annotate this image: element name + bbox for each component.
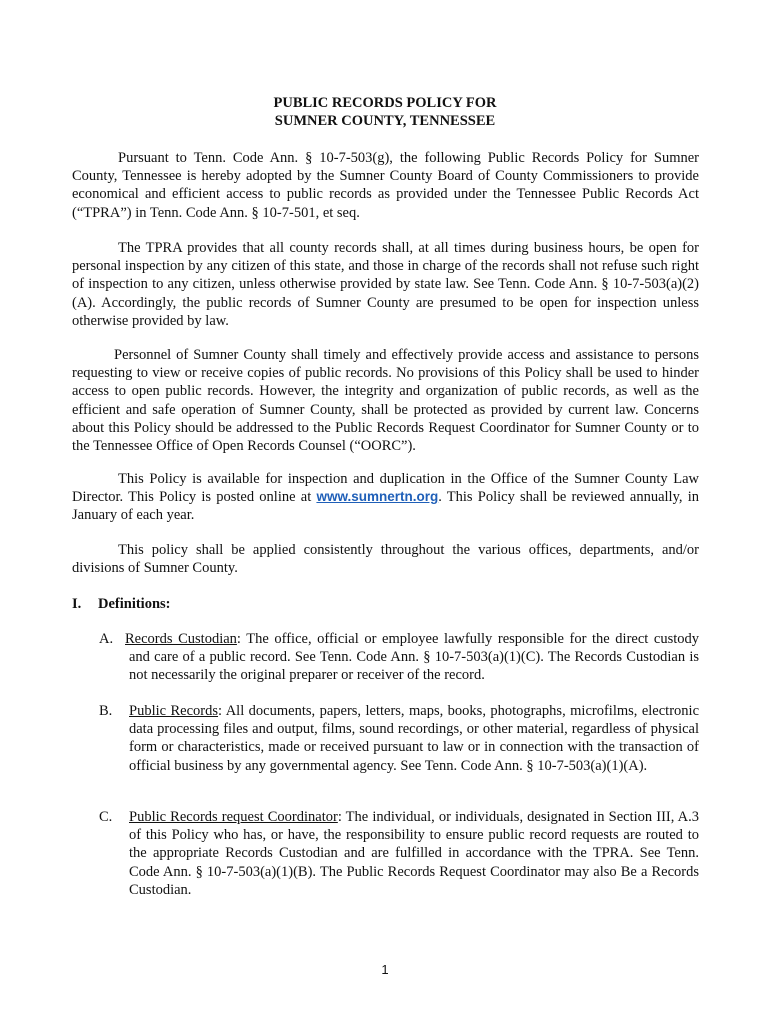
definition-text: : The office, official or employee lawfully responsible for the direct custody and care of a public record. See Tenn. Code Ann. § 10-7-503(a)(1)(C). The Records Custodian is not necessarily the original preparer or receiver of the record. — [129, 631, 699, 684]
definition-term: Public Records request Coordinator — [129, 809, 338, 825]
definition-text: : The individual, or individuals, designated in Section III, A.3 of this Policy who has, or have, the responsibility to ensure public record requests are routed to the appropriate Records Custodian and are fulfilled in accordance with the TPRA. See Tenn. Code Ann. § 10-7-503(a)(1)(B). The Public Records Request Coordinator may also Be a Records Custodian. — [129, 809, 699, 898]
title-line-1: PUBLIC RECORDS POLICY FOR — [273, 95, 497, 111]
definition-item-b — [99, 702, 699, 775]
definition-text: : All documents, papers, letters, maps, books, photographs, microfilms, electronic data processing files and output, films, sound recordings, or other material, regardless of physical form or characteristics, made or received pursuant to law or in connection with the transaction of official business by any governmental agency. See Tenn. Code Ann. § 10-7-503(a)(1)(A). — [129, 703, 700, 774]
section-heading — [72, 595, 171, 613]
title-line-2: SUMNER COUNTY, TENNESSEE — [274, 113, 496, 129]
definition-letter: C. — [99, 809, 113, 825]
paragraph-2: The TPRA provides that all county records shall, at all times during business hours, be open for personal inspection by any citizen of this state, and those in charge of the records shall not refuse such right of inspection to any citizen, unless otherwise provided by state law. See Tenn. Code Ann. § 10-7-503(a)(2)(A). Accordingly, the public records of Sumner County are presumed to be open for inspection unless otherwise provided by law. — [72, 240, 699, 329]
section-title: Definitions: — [98, 596, 171, 612]
paragraph-4-text-start: This Policy is available for inspection and duplication in the Office of the Sumner County Law Director. This Policy is posted online at — [72, 471, 699, 506]
paragraph-5: This policy shall be applied consistently throughout the various offices, departments, and/or divisions of Sumner County. — [72, 542, 699, 577]
paragraph-4 — [72, 470, 699, 525]
definition-letter: A. — [99, 631, 114, 647]
definition-body — [129, 808, 699, 899]
definition-term: Public Records — [129, 703, 219, 719]
definition-body — [125, 630, 699, 685]
website-link[interactable]: www.sumnertn.org — [316, 489, 439, 505]
section-number: I. — [72, 596, 82, 612]
paragraph-3: Personnel of Sumner County shall timely and effectively provide access and assistance to persons requesting to view or receive copies of public records. No provisions of this Policy shall be used to hinder access to open public records. However, the integrity and organization of public records, as well as the efficient and safe operation of Sumner County, shall be protected as provided by current law. Concerns about this Policy should be addressed to the Public Records Request Coordinator for Sumner County or to the Tennessee Office of Open Records Counsel (“OORC”). — [72, 347, 699, 455]
paragraph-1: Pursuant to Tenn. Code Ann. § 10-7-503(g), the following Public Records Policy for Sumner County, Tennessee is hereby adopted by the Sumner County Board of County Commissioners to provide economical and efficient access to public records as provided under the Tennessee Public Records Act (“TPRA”) in Tenn. Code Ann. § 10-7-501, et seq. — [72, 150, 699, 221]
page-number: 1 — [381, 962, 389, 977]
definition-item-c — [99, 808, 699, 899]
paragraph-4-text-end: . This Policy shall be reviewed annually, in January of each year. — [72, 489, 699, 524]
definition-term: Records Custodian — [125, 631, 237, 647]
definition-item-a — [99, 630, 699, 685]
definition-letter: B. — [99, 703, 113, 719]
definition-body — [129, 702, 699, 775]
